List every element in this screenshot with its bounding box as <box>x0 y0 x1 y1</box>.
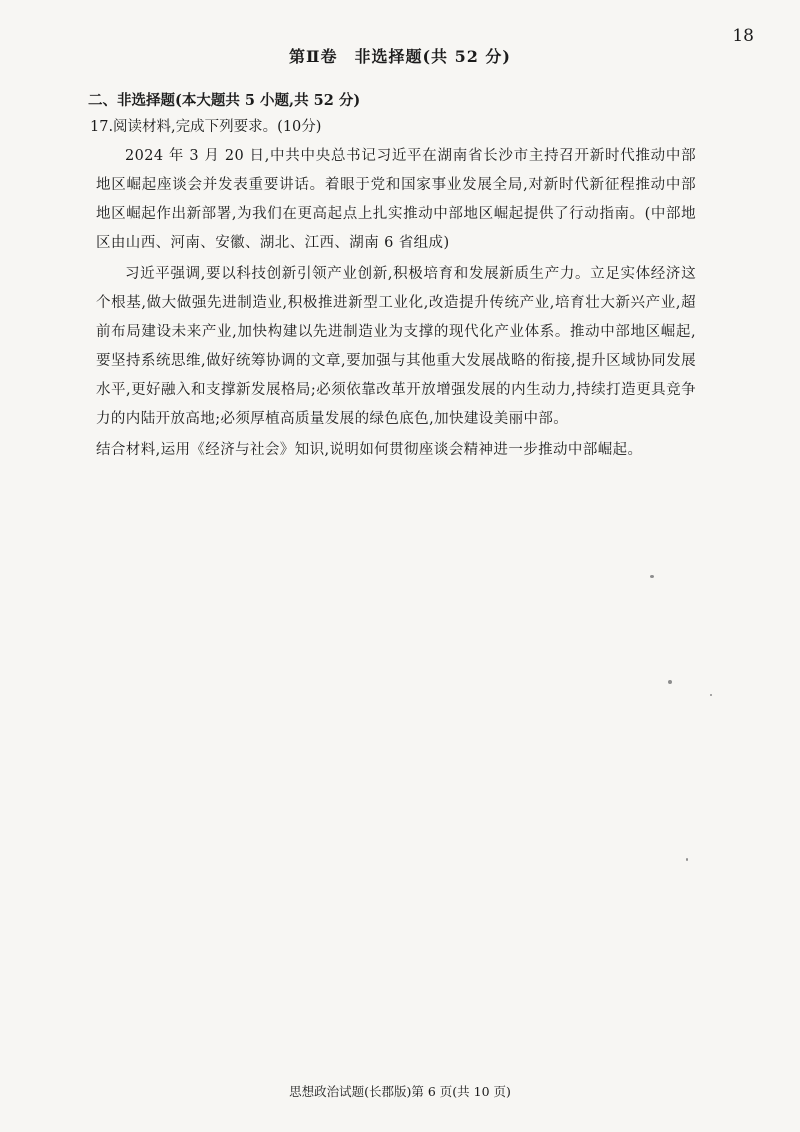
question-stem: 17.阅读材料,完成下列要求。(10分) <box>90 119 322 135</box>
scan-speck <box>710 694 712 696</box>
scan-speck <box>668 680 672 684</box>
page-number: 18 <box>732 26 754 46</box>
scan-speck <box>686 858 688 861</box>
part-heading: 二、非选择题(本大题共 5 小题,共 52 分) <box>88 92 361 109</box>
section-title: 第Ⅱ卷 非选择题(共 52 分) <box>288 47 512 66</box>
page-footer: 思想政治试题(长郡版)第 6 页(共 10 页) <box>289 1084 511 1099</box>
material-paragraph-2: 习近平强调,要以科技创新引领产业创新,积极培育和发展新质生产力。立足实体经济这个根基,做大做强先进制造业,积极推进新型工业化,改造提升传统产业,培育壮大新兴产业,超前布局建设未来产业,加快构建以先进制造业为支撑的现代化产业体系。推动中部地区崛起,要坚持系统思维,做好统筹协调的文章,要加强与其他重大发展战略的衔接,提升区域协同发展水平,更好融入和支撑新发展格局;必须依靠改革开放增强发展的内生动力,持续打造更具竞争力的内陆开放高地;必须厚植高质量发展的绿色底色,加快建设美丽中部。 <box>96 266 696 427</box>
question-task: 结合材料,运用《经济与社会》知识,说明如何贯彻座谈会精神进一步推动中部崛起。 <box>96 442 643 458</box>
scan-speck <box>650 575 654 578</box>
material-paragraph-1: 2024 年 3 月 20 日,中共中央总书记习近平在湖南省长沙市主持召开新时代推动中部地区崛起座谈会并发表重要讲话。着眼于党和国家事业发展全局,对新时代新征程推动中部地区崛起作出新部署,为我们在更高起点上扎实推动中部地区崛起提供了行动指南。(中部地区由山西、河南、安徽、湖北、江西、湖南 6 省组成) <box>96 148 696 251</box>
content <box>88 88 696 465</box>
